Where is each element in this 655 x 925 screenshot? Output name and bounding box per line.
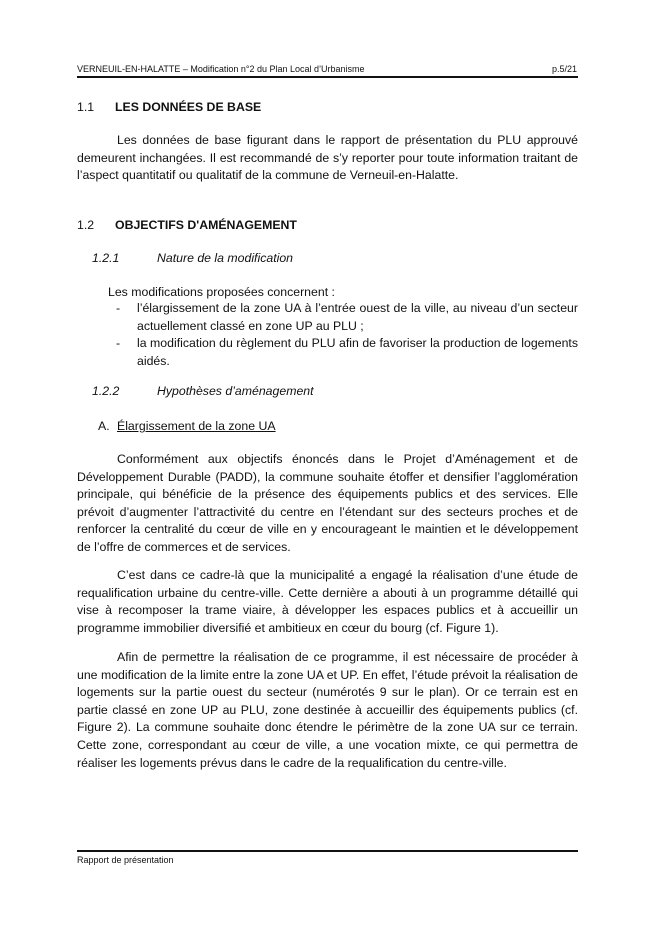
paragraph-padd: Conformément aux objectifs énoncés dans le Projet d’Aménagement et de Développement Durable (PADD), la commune souhaite étoffer et densifier l’agglomération principale, qui bénéficie de la présence des équipements publics et des services. Elle prévoit d’augmenter l’attractivité du centre en l’étendant sur des secteurs proches et de renforcer la centralité du cœur de ville en y encourageant le maintien et le développement de l’offre de commerces et de services. (77, 452, 578, 554)
paragraph-etude-requalification: C’est dans ce cadre-là que la municipalité a engagé la réalisation d’une étude de requalification urbaine du centre-ville. Cette dernière a abouti à un programme détaillé qui vise à recomposer la trame viaire, à développer les espaces publics et à accueillir un programme immobilier diversifié et ambitieux en cœur du bourg (cf. Figure 1). (77, 568, 578, 635)
modifications-intro: Les modifications proposées concernent : (108, 285, 335, 299)
list-item-text: l’élargissement de la zone UA à l’entrée ouest de la ville, au niveau d’un secteur actuellement classé en zone UP au PLU ; (137, 301, 578, 333)
header-rule (77, 76, 578, 78)
heading-1-2-2 (92, 384, 314, 398)
list-item (108, 335, 578, 370)
modifications-list (108, 300, 578, 370)
heading-title: Élargissement de la zone UA (117, 419, 276, 433)
paragraph-modification-limite: Afin de permettre la réalisation de ce programme, il est nécessaire de procéder à une modification de la limite entre la zone UA et UP. En effet, l’étude prévoit la réalisation de logements sur la partie ouest du secteur (numérotés 9 sur le plan). Or ce terrain est en partie classé en zone UP au PLU, zone destinée à accueillir des équipements publics (cf. Figure 2). La commune souhaite donc étendre le périmètre de la zone UA sur ce terrain. Cette zone, correspondant au cœur de ville, a une vocation mixte, ce qui permettra de réaliser les logements prévus dans le cadre de la requalification du centre-ville. (77, 650, 578, 770)
paragraph-donnees-de-base: Les données de base figurant dans le rapport de présentation du PLU approuvé demeurent inchangées. Il est recommandé de s’y reporter pour toute information traitant de l’aspect quantitatif ou qualitatif de la commune de Verneuil-en-Halatte. (77, 133, 578, 183)
heading-1-2-1 (92, 251, 293, 265)
header-page-number: p.5/21 (551, 64, 577, 74)
heading-title: Nature de la modification (157, 251, 294, 265)
heading-number: 1.2.1 (92, 251, 120, 265)
list-item (108, 300, 578, 335)
running-footer: Rapport de présentation (77, 855, 174, 865)
heading-a (98, 419, 276, 433)
running-header (77, 64, 577, 74)
heading-1-2 (77, 218, 297, 232)
heading-number: 1.2 (77, 218, 95, 232)
heading-title: LES DONNÉES DE BASE (115, 100, 262, 114)
bullet-marker: - (116, 336, 121, 351)
list-item-text: la modification du règlement du PLU afin de favoriser la production de logements aidés. (137, 336, 578, 368)
heading-1-1 (77, 100, 261, 114)
bullet-marker: - (116, 301, 121, 315)
footer-rule (77, 850, 578, 852)
heading-title: Hypothèses d’aménagement (157, 384, 314, 398)
header-document-title: VERNEUIL-EN-HALATTE – Modification n°2 du Plan Local d’Urbanisme (77, 64, 365, 74)
heading-number: 1.2.2 (92, 384, 120, 398)
heading-title: OBJECTIFS D'AMÉNAGEMENT (115, 218, 297, 232)
heading-number: 1.1 (77, 100, 95, 114)
heading-number: A. (98, 419, 110, 433)
